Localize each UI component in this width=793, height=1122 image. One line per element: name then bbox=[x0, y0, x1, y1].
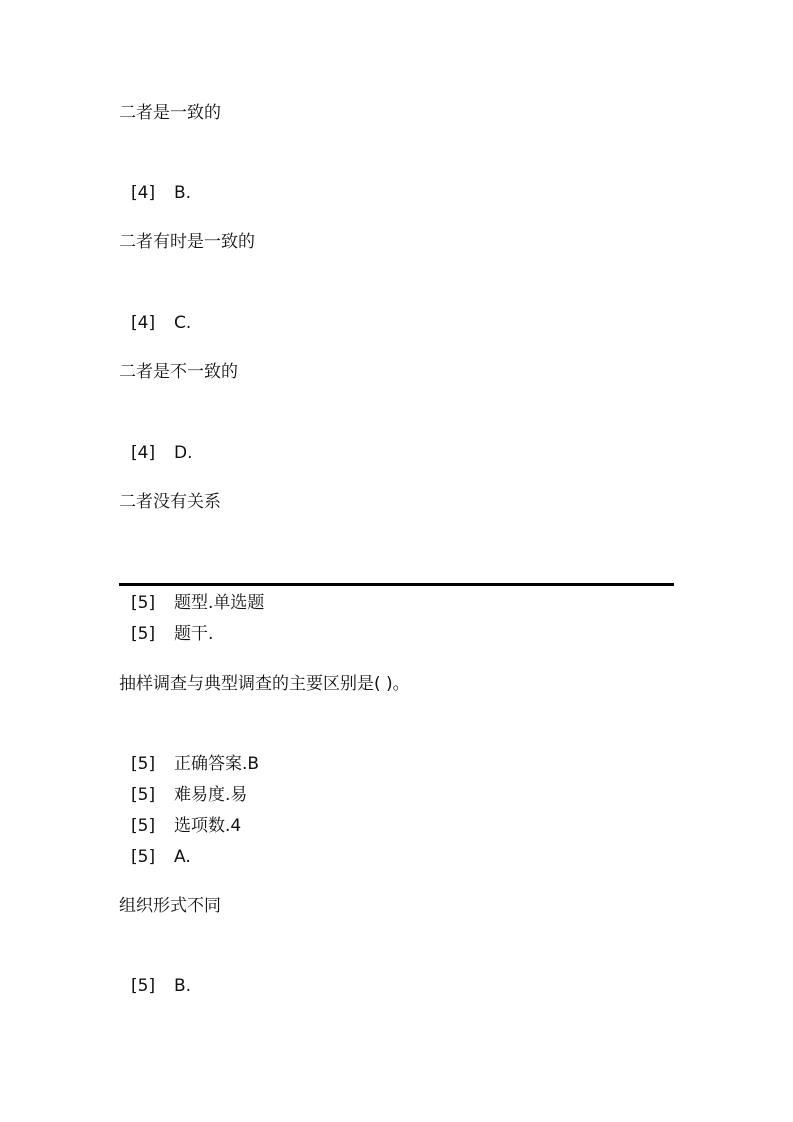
question-stem-label: 题干. bbox=[174, 624, 214, 644]
option-label: B. bbox=[174, 183, 192, 203]
option-text: 二者有时是一致的 bbox=[119, 232, 255, 252]
question-type: 题型.单选题 bbox=[174, 593, 265, 613]
option-label: D. bbox=[174, 443, 193, 463]
item-tag: [5] bbox=[131, 976, 156, 996]
item-tag: [4] bbox=[131, 443, 156, 463]
item-tag: [4] bbox=[131, 313, 156, 333]
option-label: B. bbox=[174, 976, 192, 996]
item-tag: [5] bbox=[131, 816, 156, 836]
option-count: 选项数.4 bbox=[174, 816, 242, 836]
item-tag: [5] bbox=[131, 593, 156, 613]
option-text: 二者是一致的 bbox=[119, 103, 221, 123]
option-label: C. bbox=[174, 313, 192, 333]
item-tag: [4] bbox=[131, 183, 156, 203]
item-tag: [5] bbox=[131, 754, 156, 774]
item-tag: [5] bbox=[131, 847, 156, 867]
option-text: 二者没有关系 bbox=[119, 492, 221, 512]
correct-answer: 正确答案.B bbox=[174, 754, 260, 774]
difficulty: 难易度.易 bbox=[174, 785, 248, 805]
option-label: A. bbox=[174, 847, 191, 867]
item-tag: [5] bbox=[131, 624, 156, 644]
item-tag: [5] bbox=[131, 785, 156, 805]
section-divider bbox=[119, 583, 674, 586]
option-text: 二者是不一致的 bbox=[119, 362, 238, 382]
option-text: 组织形式不同 bbox=[119, 896, 221, 916]
question-stem-text: 抽样调查与典型调查的主要区别是( )。 bbox=[119, 674, 410, 694]
